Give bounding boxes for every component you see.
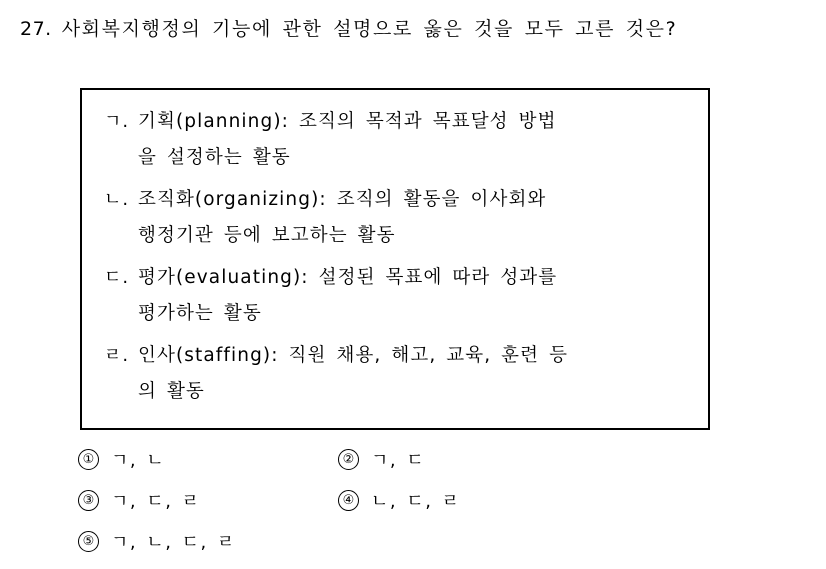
choice-number-icon: ⑤ bbox=[78, 531, 99, 552]
statement-line-1: 기획(planning): 조직의 목적과 목표달성 방법 bbox=[138, 111, 557, 132]
statement-line-2: 행정기관 등에 보고하는 활동 bbox=[138, 225, 396, 246]
choice-row bbox=[78, 446, 778, 472]
statement-marker: ㄷ. bbox=[104, 267, 130, 288]
choice-number-icon: ① bbox=[78, 449, 99, 470]
question-number: 27. bbox=[20, 18, 52, 40]
choice-number-icon: ② bbox=[338, 449, 359, 470]
statement-marker: ㄱ. bbox=[104, 111, 130, 132]
statement-line-2: 의 활동 bbox=[138, 381, 205, 402]
question-stem bbox=[20, 14, 810, 44]
question-text: 사회복지행정의 기능에 관한 설명으로 옳은 것을 모두 고른 것은? bbox=[61, 18, 678, 40]
statement-box bbox=[80, 88, 710, 430]
choice-row bbox=[78, 528, 778, 554]
choice-option-1[interactable] bbox=[78, 446, 338, 472]
choice-label: ㄱ, ㄷ, ㄹ bbox=[111, 491, 201, 512]
choice-option-2[interactable] bbox=[338, 446, 598, 472]
choice-row bbox=[78, 487, 778, 513]
statement-item bbox=[104, 338, 694, 410]
statement-item bbox=[104, 182, 694, 254]
choice-option-4[interactable] bbox=[338, 487, 598, 513]
statement-text bbox=[138, 338, 568, 410]
statement-line-1: 평가(evaluating): 설정된 목표에 따라 성과를 bbox=[138, 267, 558, 288]
choice-label: ㄱ, ㄴ, ㄷ, ㄹ bbox=[111, 532, 236, 553]
statement-line-1: 조직화(organizing): 조직의 활동을 이사회와 bbox=[138, 189, 547, 210]
statement-text bbox=[138, 260, 557, 332]
statement-text bbox=[138, 182, 546, 254]
choice-label: ㄱ, ㄷ bbox=[371, 450, 426, 471]
choice-option-5[interactable] bbox=[78, 528, 338, 554]
statement-text bbox=[138, 104, 557, 176]
statement-line-1: 인사(staffing): 직원 채용, 해고, 교육, 훈련 등 bbox=[138, 345, 569, 366]
choice-option-3[interactable] bbox=[78, 487, 338, 513]
choice-label: ㄴ, ㄷ, ㄹ bbox=[371, 491, 461, 512]
statement-line-2: 평가하는 활동 bbox=[138, 303, 262, 324]
choice-label: ㄱ, ㄴ bbox=[111, 450, 166, 471]
statement-marker: ㄴ. bbox=[104, 189, 130, 210]
choice-number-icon: ④ bbox=[338, 490, 359, 511]
choice-number-icon: ③ bbox=[78, 490, 99, 511]
answer-choices bbox=[78, 446, 778, 569]
statement-item bbox=[104, 260, 694, 332]
statement-marker: ㄹ. bbox=[104, 345, 130, 366]
statement-item bbox=[104, 104, 694, 176]
statement-line-2: 을 설정하는 활동 bbox=[138, 147, 291, 168]
